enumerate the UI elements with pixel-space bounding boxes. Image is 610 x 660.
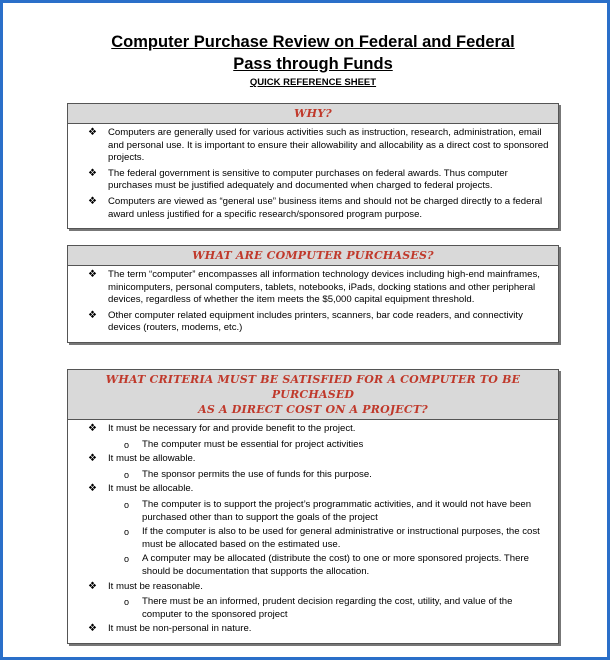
bullet-text: It must be allowable. <box>108 453 196 465</box>
section-body <box>68 266 558 342</box>
sub-item <box>86 526 552 551</box>
section-heading <box>68 370 558 420</box>
bullet-item <box>86 196 552 221</box>
circle-bullet-icon: o <box>124 469 130 480</box>
section-heading-line1: WHAT CRITERIA MUST BE SATISFIED FOR A COMPUTER TO BE PURCHASED <box>105 373 521 401</box>
document-subtitle: QUICK REFERENCE SHEET <box>249 77 377 88</box>
bullet-text: The term “computer” encompasses all information technology devices including high-end mainframes, minicomputers, personal computers, tablets, notebooks, iPads, docking stations and other peripheral devices, regardless of whether the item meets the $5,000 capital equipment threshold. <box>108 269 540 306</box>
diamond-bullet-icon: ❖ <box>88 167 97 179</box>
bullet-text: Computers are viewed as “general use” business items and should not be charged directly to a federal award unless justified for a specific research/sponsored program purpose. <box>108 195 543 220</box>
section-body <box>68 420 558 643</box>
section-heading: WHY? <box>68 104 558 124</box>
sub-item <box>86 596 552 621</box>
bullet-text: It must be allocable. <box>108 483 194 495</box>
bullet-text: It must be non-personal in nature. <box>108 623 252 635</box>
diamond-bullet-icon: ❖ <box>88 580 97 592</box>
diamond-bullet-icon: ❖ <box>88 127 97 138</box>
circle-bullet-icon: o <box>124 499 130 510</box>
diamond-bullet-icon: ❖ <box>88 453 97 465</box>
sub-item-text: A computer may be allocated (distribute the cost) to one or more sponsored projects. There should be documentation that supports the allocation. <box>142 553 529 577</box>
section-body <box>68 124 558 228</box>
bullet-item <box>86 127 552 165</box>
circle-bullet-icon: o <box>124 439 130 450</box>
bullet-text: Computers are generally used for various activities such as instruction, research, administration, email and personal use. It is important to ensure their allowability and allocability as a direct cost to sponsored projects. <box>108 127 549 164</box>
section-heading: WHAT ARE COMPUTER PURCHASES? <box>68 246 558 266</box>
document-title-line2: Pass through Funds <box>233 55 393 73</box>
sub-item-text: The computer must be essential for project activities <box>142 438 364 450</box>
diamond-bullet-icon: ❖ <box>88 309 97 321</box>
sub-item-text: The computer is to support the project’s programmatic activities, and it would not have been purchased other than to support the goals of the project <box>142 498 532 523</box>
bullet-item <box>86 423 552 436</box>
sub-item <box>86 499 552 524</box>
diamond-bullet-icon: ❖ <box>88 269 97 280</box>
sub-item-text: The sponsor permits the use of funds for this purpose. <box>142 468 372 480</box>
bullet-item <box>86 581 552 594</box>
diamond-bullet-icon: ❖ <box>88 623 97 635</box>
sub-item <box>86 439 552 452</box>
circle-bullet-icon: o <box>124 597 130 608</box>
bullet-item <box>86 310 552 335</box>
sub-item <box>86 469 552 482</box>
bullet-item <box>86 269 552 307</box>
sub-item-text: There must be an informed, prudent decision regarding the cost, utility, and value of the computer to the sponsored project <box>142 596 513 620</box>
bullet-text: It must be reasonable. <box>108 580 203 592</box>
bullet-text: The federal government is sensitive to computer purchases on federal awards. Thus computer purchases must be justified adequately and documented when charged to federal projects. <box>108 167 508 192</box>
section-criteria <box>67 369 559 644</box>
diamond-bullet-icon: ❖ <box>88 423 97 434</box>
bullet-item <box>86 168 552 193</box>
section-what-are-computer-purchases <box>67 245 559 343</box>
diamond-bullet-icon: ❖ <box>88 195 97 207</box>
document-page <box>3 3 607 657</box>
circle-bullet-icon: o <box>124 527 130 538</box>
sub-item-text: If the computer is also to be used for general administrative or instructional purposes, the cost must be allocated based on the estimated use. <box>142 526 540 550</box>
document-title-line1: Computer Purchase Review on Federal and Federal <box>111 33 515 51</box>
bullet-item <box>86 623 552 636</box>
circle-bullet-icon: o <box>124 554 130 565</box>
bullet-text: It must be necessary for and provide benefit to the project. <box>108 423 356 434</box>
bullet-item <box>86 483 552 496</box>
section-why <box>67 103 559 229</box>
bullet-item <box>86 453 552 466</box>
section-heading-line2: AS A DIRECT COST ON A PROJECT? <box>198 403 428 416</box>
sub-item <box>86 553 552 578</box>
diamond-bullet-icon: ❖ <box>88 483 97 495</box>
bullet-text: Other computer related equipment includes printers, scanners, bar code readers, and connectivity devices (routers, modems, etc.) <box>108 309 523 334</box>
